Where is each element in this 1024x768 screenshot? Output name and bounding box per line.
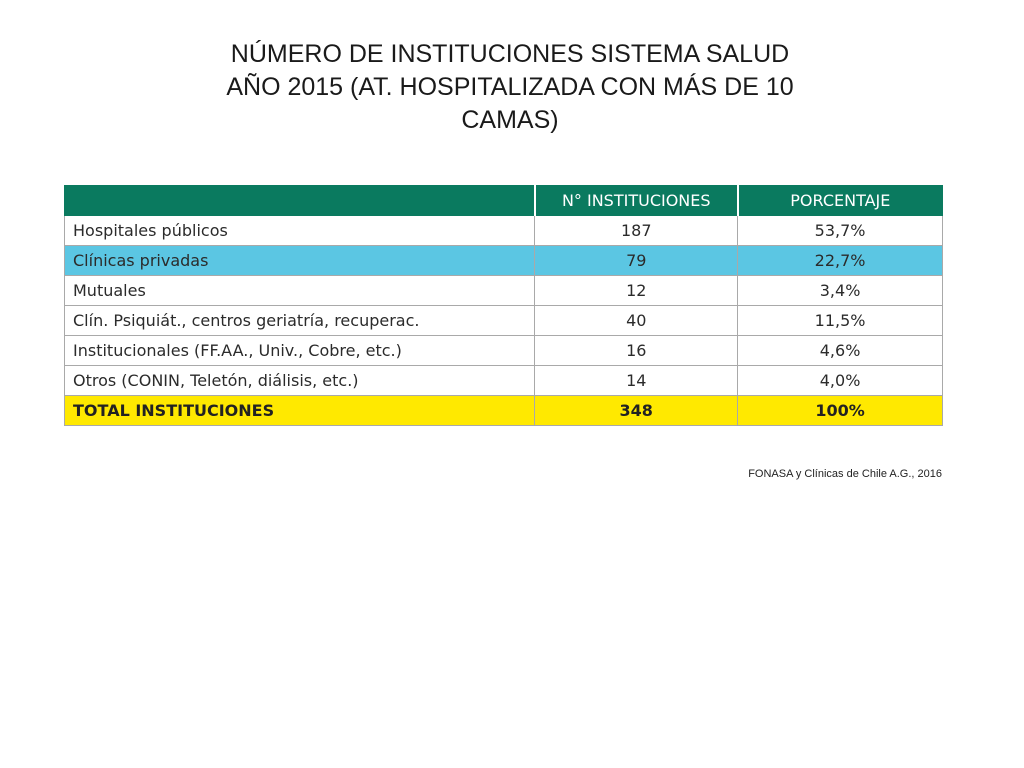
row-count: 12	[535, 276, 738, 306]
header-row	[65, 186, 943, 216]
row-percent: 4,0%	[738, 366, 943, 396]
row-label: Hospitales públicos	[65, 216, 535, 246]
title-line-1: NÚMERO DE INSTITUCIONES SISTEMA SALUD	[230, 40, 790, 68]
row-label: Otros (CONIN, Teletón, diálisis, etc.)	[65, 366, 535, 396]
row-label: Mutuales	[65, 276, 535, 306]
row-label: Clínicas privadas	[65, 246, 535, 276]
row-percent: 53,7%	[738, 216, 943, 246]
row-label: Institucionales (FF.AA., Univ., Cobre, etc.)	[65, 336, 535, 366]
row-count: 16	[535, 336, 738, 366]
title-line-3: CAMAS)	[461, 106, 559, 134]
table-row	[65, 276, 943, 306]
table-row	[65, 216, 943, 246]
table-row	[65, 366, 943, 396]
total-row	[65, 396, 943, 426]
total-count: 348	[535, 396, 738, 426]
header-percent: PORCENTAJE	[738, 186, 943, 216]
total-label: TOTAL INSTITUCIONES	[65, 396, 535, 426]
title-line-2: AÑO 2015 (AT. HOSPITALIZADA CON MÁS DE 10	[226, 73, 794, 101]
source-citation: FONASA y Clínicas de Chile A.G., 2016	[748, 468, 942, 480]
header-count: N° INSTITUCIONES	[535, 186, 738, 216]
table-row	[65, 306, 943, 336]
slide-title	[150, 38, 870, 137]
header-label-cell	[65, 186, 535, 216]
row-count: 14	[535, 366, 738, 396]
row-count: 79	[535, 246, 738, 276]
row-count: 187	[535, 216, 738, 246]
row-percent: 22,7%	[738, 246, 943, 276]
row-percent: 3,4%	[738, 276, 943, 306]
table-header	[65, 186, 943, 216]
institutions-table	[64, 185, 943, 426]
table-row	[65, 336, 943, 366]
row-percent: 11,5%	[738, 306, 943, 336]
table-row	[65, 246, 943, 276]
total-percent: 100%	[738, 396, 943, 426]
row-percent: 4,6%	[738, 336, 943, 366]
row-count: 40	[535, 306, 738, 336]
row-label: Clín. Psiquiát., centros geriatría, recuperac.	[65, 306, 535, 336]
